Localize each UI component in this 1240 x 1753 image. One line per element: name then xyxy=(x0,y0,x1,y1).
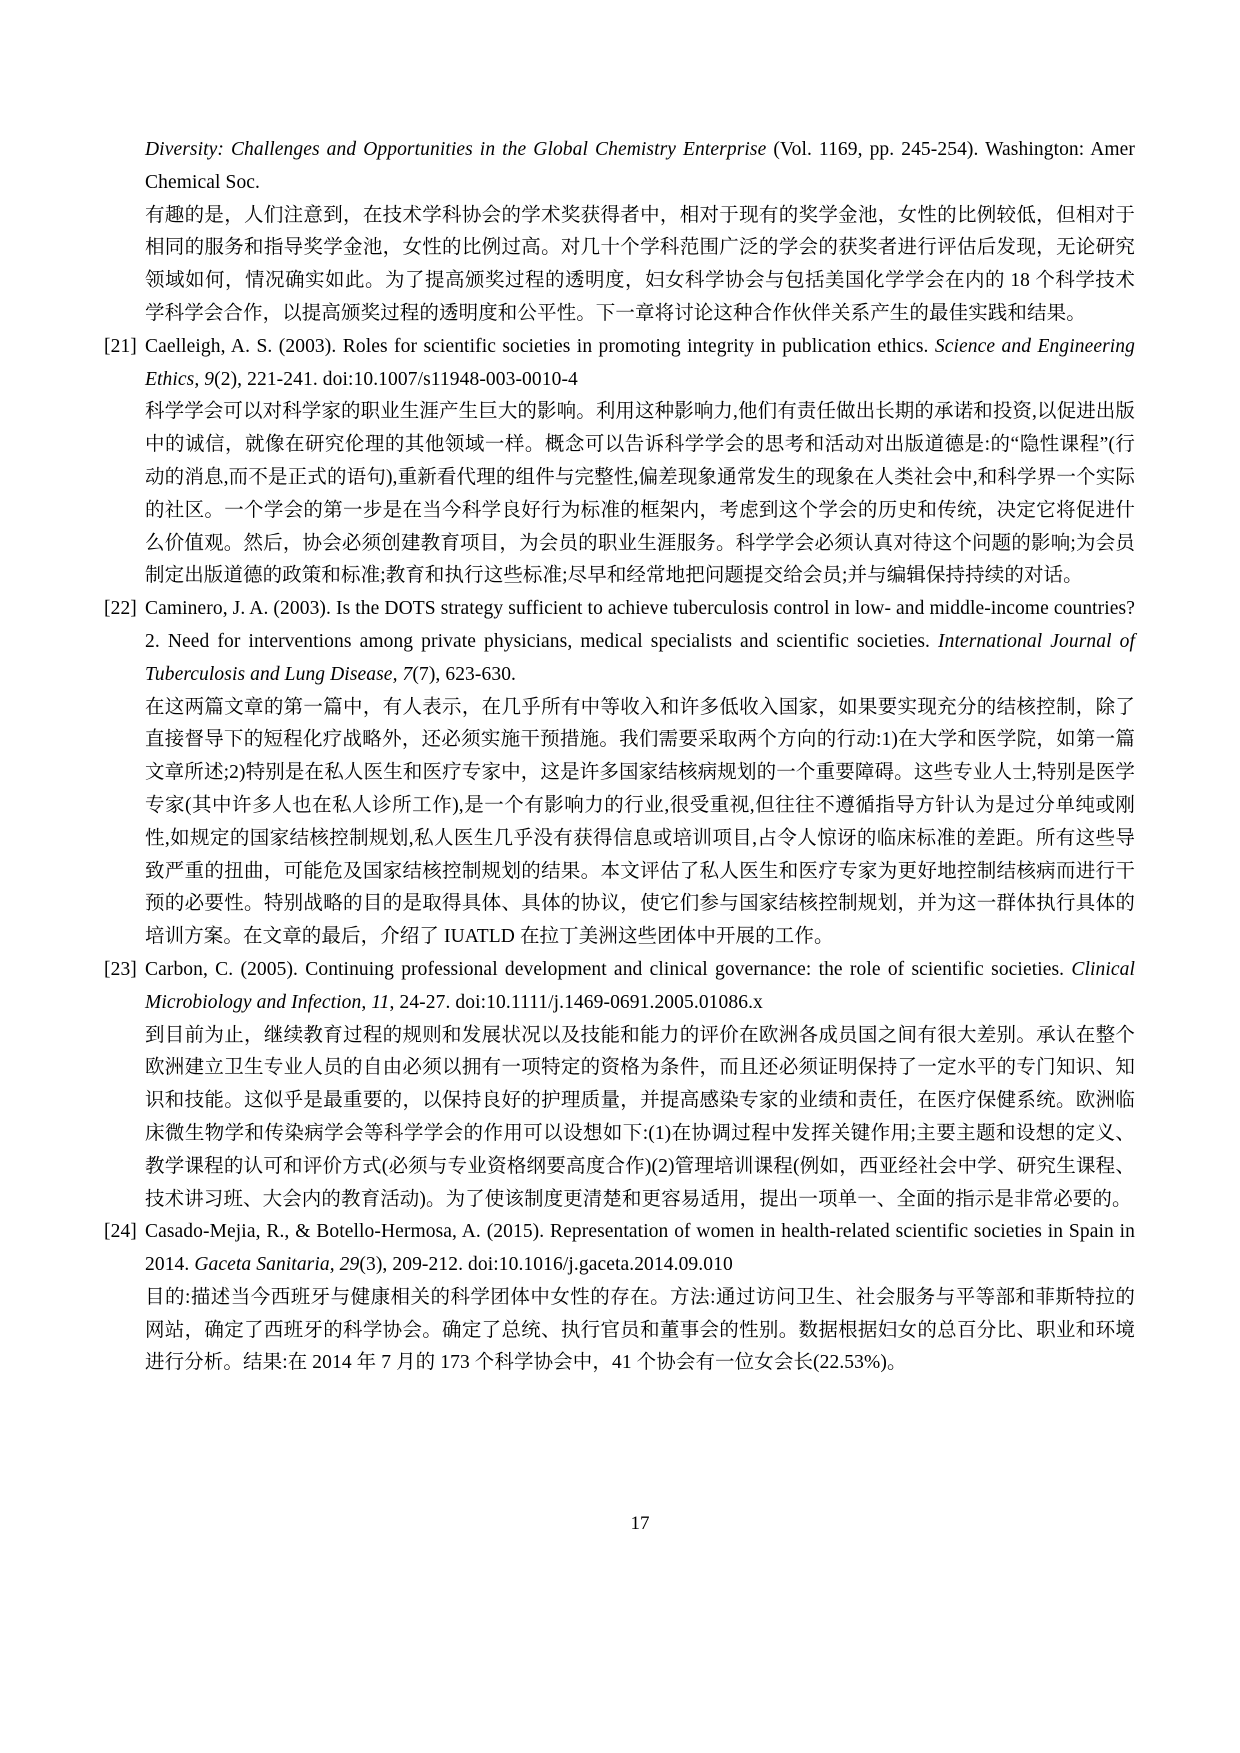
citation-text: , 24-27. doi:10.1111/j.1469-0691.2005.01086.x xyxy=(389,991,763,1013)
citation-journal-title: Science and Engineering Ethics, 9 xyxy=(145,335,1135,390)
citation-text: (2), 221-241. doi:10.1007/s11948-003-0010-4 xyxy=(214,368,578,390)
reference-entry xyxy=(104,954,1135,1216)
reference-number: [24] xyxy=(104,1221,137,1243)
reference-citation xyxy=(104,331,1135,397)
citation-text: (Vol. 1169, pp. 245-254). Washington: Amer Chemical Soc. xyxy=(145,139,1135,193)
reference-entry xyxy=(104,1216,1135,1380)
reference-number: [23] xyxy=(104,958,137,980)
reference-citation xyxy=(104,593,1135,691)
citation-text: (3), 209-212. doi:10.1016/j.gaceta.2014.09.010 xyxy=(359,1254,733,1276)
citation-text: Carbon, C. (2005). Continuing professional development and clinical governance: the role of scientific societies. xyxy=(145,958,1072,980)
citation-journal-title: Clinical Microbiology and Infection, 11 xyxy=(145,958,1135,1013)
citation-text: (7), 623-630. xyxy=(412,663,517,685)
reference-annotation-zh: 目的:描述当今西班牙与健康相关的科学团体中女性的存在。方法:通过访问卫生、社会服务与平等部和菲斯特拉的网站，确定了西班牙的科学协会。确定了总统、执行官员和董事会的性别。数据根据妇女的总百分比、职业和环境进行分析。结果:在 2014 年 7 月的 173 个科学协会中，41 个协会有一位女会长(22.53%)。 xyxy=(145,1286,1135,1374)
reference-annotation-zh: 在这两篇文章的第一篇中，有人表示，在几乎所有中等收入和许多低收入国家，如果要实现充分的结核控制，除了直接督导下的短程化疗战略外，还必须实施干预措施。我们需要采取两个方向的行动:1)在大学和医学院，如第一篇文章所述;2)特别是在私人医生和医疗专家中，这是许多国家结核病规划的一个重要障碍。这些专业人士,特别是医学专家(其中许多人也在私人诊所工作),是一个有影响力的行业,很受重视,但往往不遵循指导方针认为是过分单纯或刚性,如规定的国家结核控制规划,私人医生几乎没有获得信息或培训项目,占令人惊讶的临床标准的差距。所有这些导致严重的扭曲，可能危及国家结核控制规划的结果。本文评估了私人医生和医疗专家为更好地控制结核病而进行干预的必要性。特别战略的目的是取得具体、具体的协议，使它们参与国家结核控制规划，并为这一群体执行具体的培训方案。在文章的最后，介绍了 IUATLD 在拉丁美洲这些团体中开展的工作。 xyxy=(145,696,1135,948)
reference-citation xyxy=(104,1216,1135,1282)
reference-annotation-zh: 有趣的是，人们注意到，在技术学科协会的学术奖获得者中，相对于现有的奖学金池，女性的比例较低，但相对于相同的服务和指导奖学金池，女性的比例过高。对几十个学科范围广泛的学会的获奖者进行评估后发现，无论研究领域如何，情况确实如此。为了提高颁奖过程的透明度，妇女科学协会与包括美国化学学会在内的 18 个科学技术学科学会合作，以提高颁奖过程的透明度和公平性。下一章将讨论这种合作伙伴关系产生的最佳实践和结果。 xyxy=(145,204,1135,324)
page-number: 17 xyxy=(630,1513,650,1534)
reference-citation xyxy=(104,954,1135,1020)
reference-number: [22] xyxy=(104,598,137,620)
citation-journal-title: International Journal of Tuberculosis and Lung Disease, 7 xyxy=(145,630,1135,685)
citation-journal-title: Diversity: Challenges and Opportunities in the Global Chemistry Enterprise xyxy=(145,139,767,160)
reference-entry xyxy=(104,593,1135,954)
references-section xyxy=(104,134,1135,1380)
citation-text: Casado-Mejia, R., & Botello-Hermosa, A. (2015). Representation of women in health-related scientific societies in Spain in 2014. xyxy=(145,1221,1135,1276)
reference-citation xyxy=(145,134,1135,200)
reference-number: [21] xyxy=(104,335,137,357)
citation-journal-title: Gaceta Sanitaria, 29 xyxy=(194,1254,360,1276)
reference-annotation-zh: 科学学会可以对科学家的职业生涯产生巨大的影响。利用这种影响力,他们有责任做出长期的承诺和投资,以促进出版中的诚信，就像在研究伦理的其他领域一样。概念可以告诉科学学会的思考和活动对出版道德是:的“隐性课程”(行动的消息,而不是正式的语句),重新看代理的组件与完整性,偏差现象通常发生的现象在人类社会中,和科学界一个实际的社区。一个学会的第一步是在当今科学良好行为标准的框架内，考虑到这个学会的历史和传统，决定它将促进什么价值观。然后，协会必须创建教育项目，为会员的职业生涯服务。科学学会必须认真对待这个问题的影响;为会员制定出版道德的政策和标准;教育和执行这些标准;尽早和经常地把问题提交给会员;并与编辑保持持续的对话。 xyxy=(145,401,1135,587)
reference-entry xyxy=(104,331,1135,593)
reference-list xyxy=(104,134,1135,1380)
citation-text: Caelleigh, A. S. (2003). Roles for scientific societies in promoting integrity in publication ethics. xyxy=(145,335,935,357)
reference-continuation xyxy=(145,134,1135,331)
reference-annotation-zh: 到目前为止，继续教育过程的规则和发展状况以及技能和能力的评价在欧洲各成员国之间有很大差别。承认在整个欧洲建立卫生专业人员的自由必须以拥有一项特定的资格为条件，而且还必须证明保持了一定水平的专门知识、知识和技能。这似乎是最重要的，以保持良好的护理质量，并提高感染专家的业绩和责任，在医疗保健系统。欧洲临床微生物学和传染病学会等科学学会的作用可以设想如下:(1)在协调过程中发挥关键作用;主要主题和设想的定义、教学课程的认可和评价方式(必须与专业资格纲要高度合作)(2)管理培训课程(例如，西亚经社会中学、研究生课程、技术讲习班、大会内的教育活动)。为了使该制度更清楚和更容易适用，提出一项单一、全面的指示是非常必要的。 xyxy=(145,1024,1135,1210)
citation-text: Caminero, J. A. (2003). Is the DOTS strategy sufficient to achieve tuberculosis control in low- and middle-income countries? 2. Need for interventions among private physicians, medical specialists and scientific societies. xyxy=(145,598,1135,652)
